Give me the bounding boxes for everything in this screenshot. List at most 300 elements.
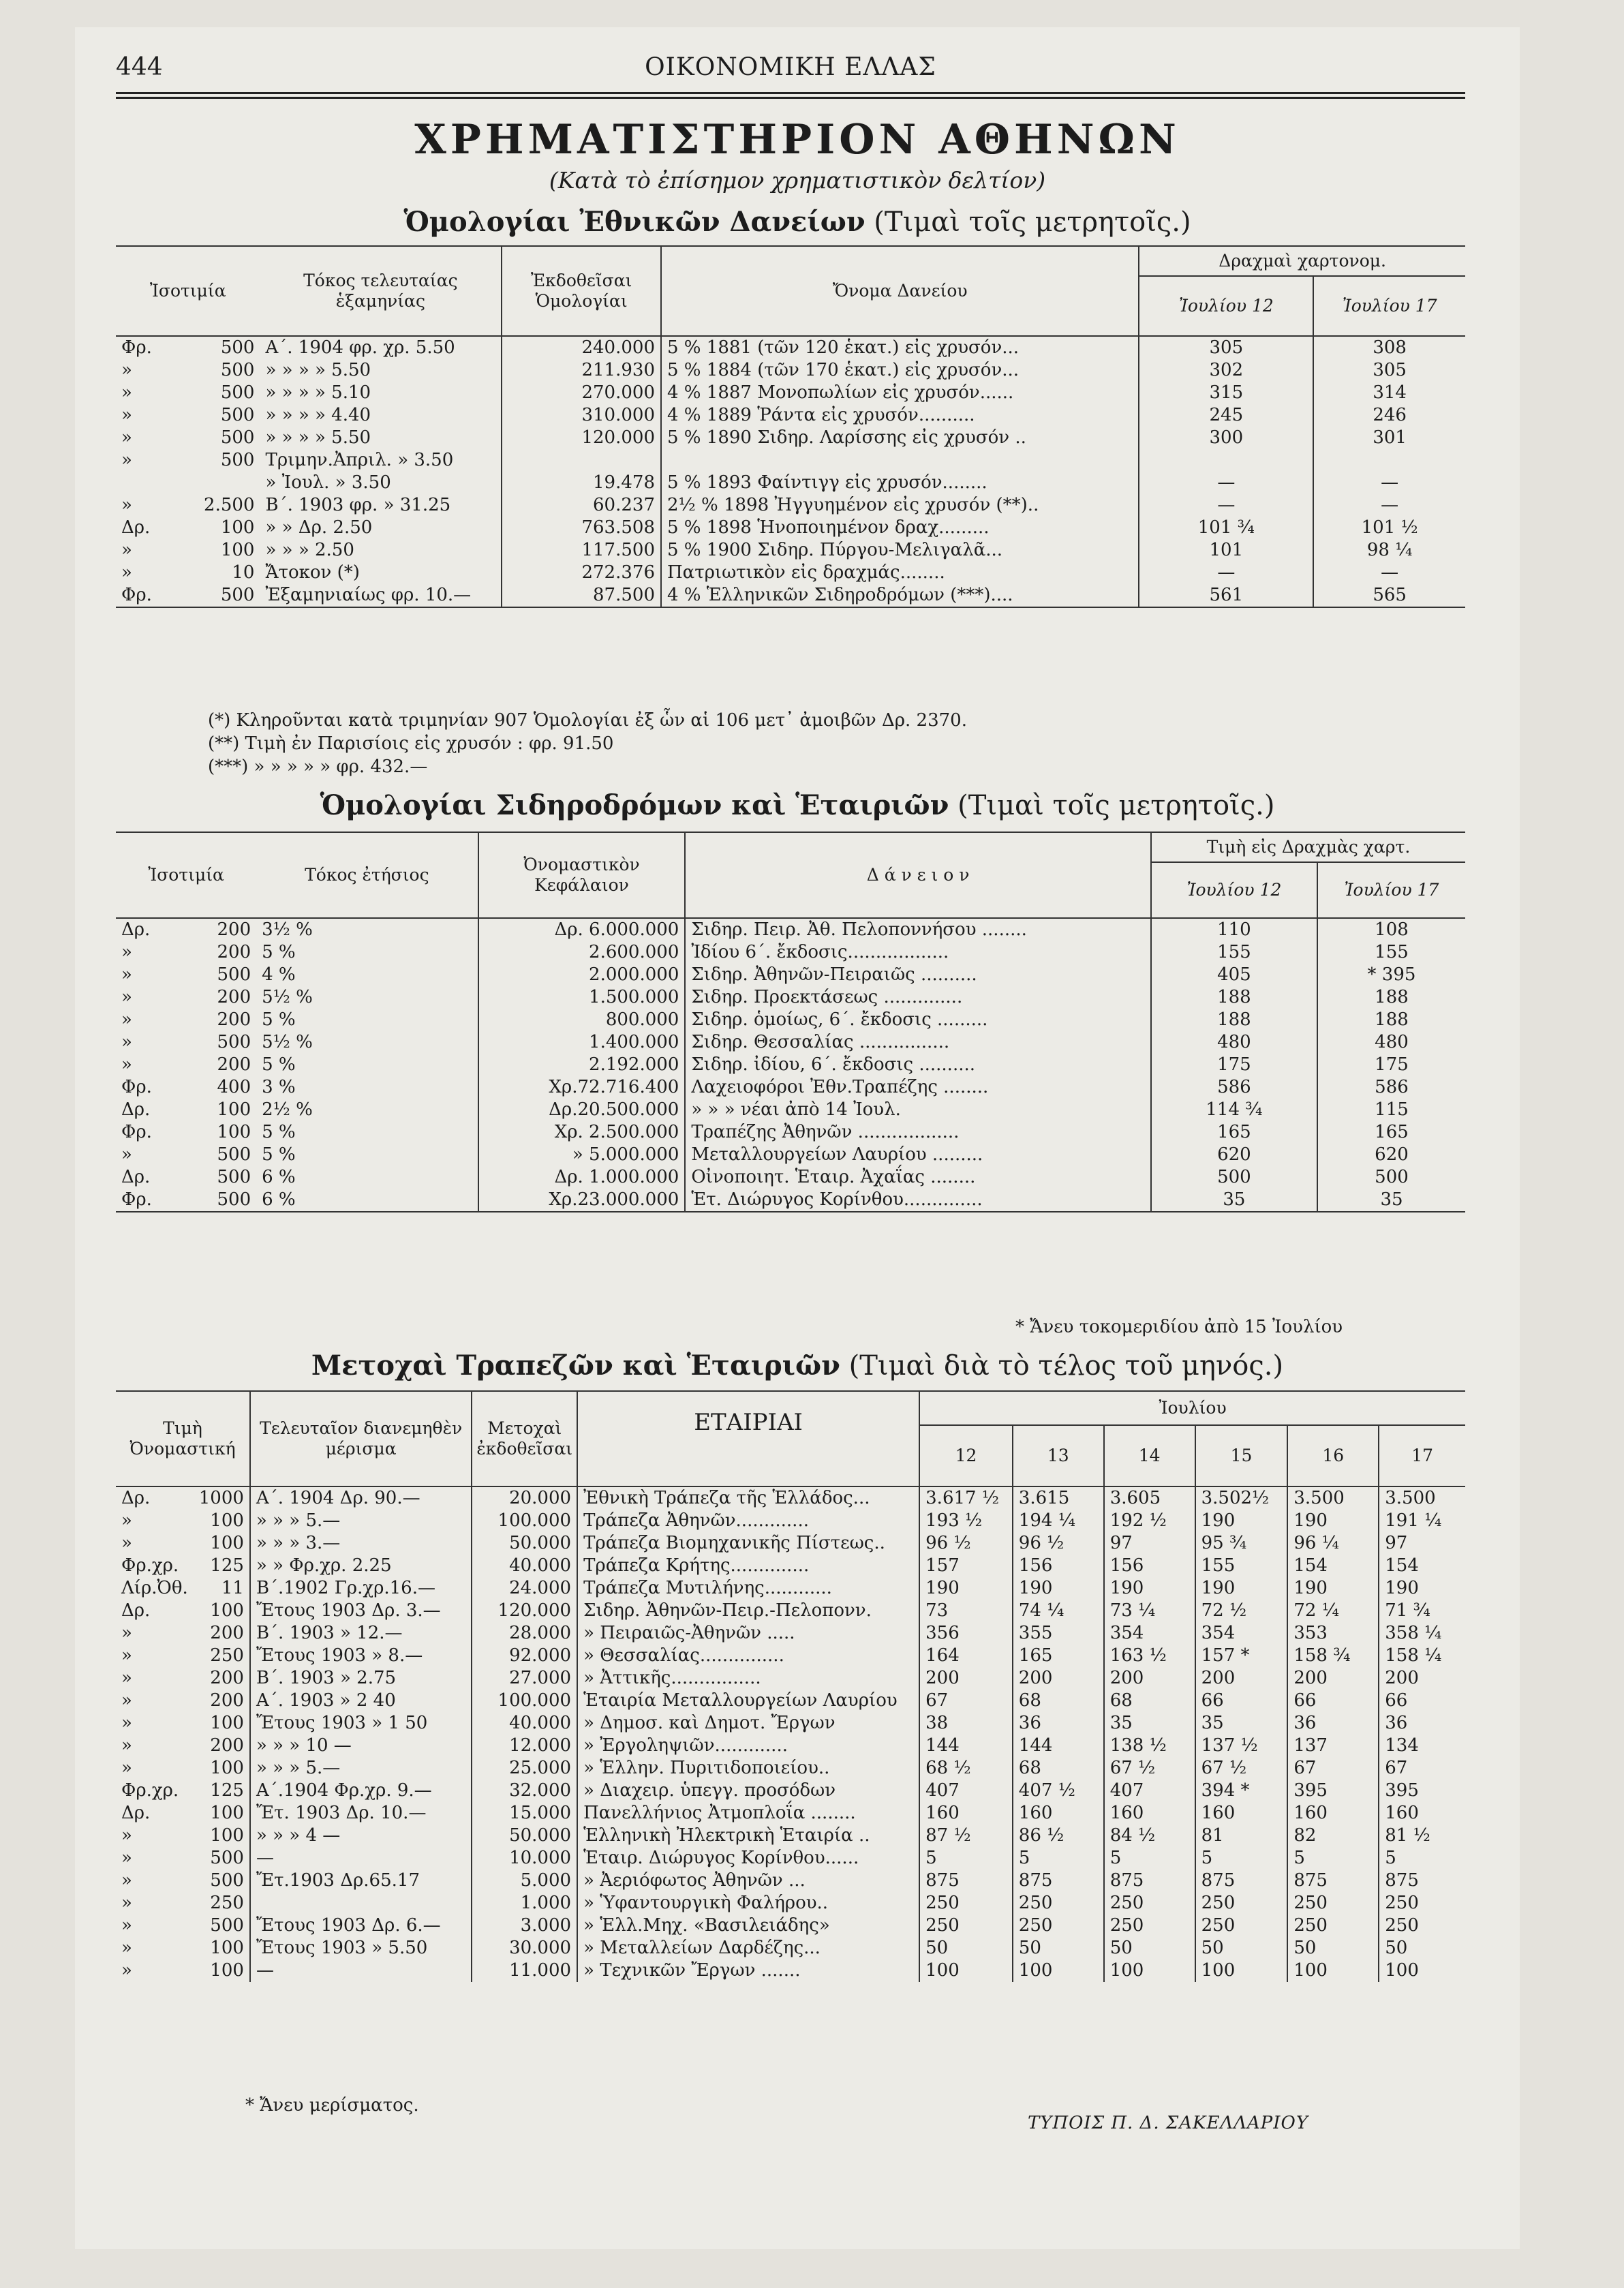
par-value-cell: 500 [220, 585, 255, 605]
table-row [116, 986, 1465, 1009]
col-isotimia: Ἰσοτιμία [116, 246, 260, 336]
price-day-14-cell: 67 ½ [1104, 1757, 1195, 1780]
price-july-17-cell: 308 [1313, 336, 1465, 359]
currency-cell: Δρ. [121, 1803, 151, 1823]
par-value-cell: 500 [220, 337, 255, 358]
price-day-16-cell: 190 [1287, 1510, 1379, 1532]
section1-note-3: (***) » » » » » φρ. 432.— [208, 757, 428, 777]
capital-cell: » 5.000.000 [478, 1144, 686, 1166]
dividend-cell: Ἔτ. 1903 Δρ. 10.— [250, 1802, 472, 1825]
currency-cell: » [121, 427, 132, 448]
capital-cell: Χρ.23.000.000 [478, 1189, 686, 1212]
price-day-14-cell: 138 ½ [1104, 1735, 1195, 1757]
dividend-cell: Ἔτους 1903 Δρ. 3.— [250, 1600, 472, 1622]
price-july-17-cell: 155 [1317, 941, 1465, 964]
table-row [116, 1054, 1465, 1076]
issued-cell: 270.000 [502, 382, 661, 404]
shares-cell: 27.000 [472, 1667, 577, 1690]
price-july-17-cell: 188 [1317, 1009, 1465, 1031]
section1-note-1: (*) Κληροῦνται κατὰ τριμηνίαν 907 Ὁμολογίαι ἐξ ὧν αἱ 106 μετ᾽ ἀμοιβῶν Δρ. 2370. [208, 710, 967, 731]
dividend-cell: » » » 3.— [250, 1532, 472, 1555]
table-row [116, 1166, 1465, 1189]
price-day-14-cell: 250 [1104, 1915, 1195, 1937]
nominal-cell: 500 [210, 1870, 244, 1891]
nominal-cell: 100 [210, 1758, 244, 1778]
section1-title [75, 206, 1520, 238]
dividend-cell: » » Φρ.χρ. 2.25 [250, 1555, 472, 1577]
loan-cell: Σιδηρ. Προεκτάσεως .............. [685, 986, 1151, 1009]
table-row [116, 1847, 1465, 1870]
par-value-cell: 2.500 [204, 495, 255, 515]
price-day-16-cell: 200 [1287, 1667, 1379, 1690]
par-value-cell: 10 [232, 562, 255, 583]
table-row [116, 1937, 1465, 1959]
col-july-17: Ἰουλίου 17 [1317, 862, 1465, 918]
nominal-cell: 125 [210, 1780, 244, 1801]
col-tokos: Τόκος ἐτήσιος [256, 832, 478, 918]
table-row [116, 404, 1465, 427]
company-cell: » Διαχειρ. ὑπεγγ. προσόδων [577, 1780, 919, 1802]
nominal-cell: 200 [210, 1690, 244, 1711]
price-july-12-cell: 101 ¾ [1139, 517, 1313, 539]
interest-cell: » » » » 4.40 [265, 405, 371, 425]
price-day-13-cell: 36 [1013, 1712, 1104, 1735]
price-day-13-cell: 407 ½ [1013, 1780, 1104, 1802]
price-day-14-cell: 354 [1104, 1622, 1195, 1645]
company-cell: Τράπεζα Βιομηχανικῆς Πίστεως.. [577, 1532, 919, 1555]
price-day-13-cell: 875 [1013, 1870, 1104, 1892]
price-july-17-cell: 500 [1317, 1166, 1465, 1189]
capital-cell: 1.500.000 [478, 986, 686, 1009]
dividend-cell: Ἔτους 1903 » 8.— [250, 1645, 472, 1667]
par-value-cell: 200 [217, 942, 251, 962]
price-day-17-cell: 71 ¾ [1379, 1600, 1465, 1622]
price-july-12-cell: 101 [1139, 539, 1313, 562]
currency-cell: » [121, 1645, 132, 1666]
price-day-13-cell: 165 [1013, 1645, 1104, 1667]
col-day-12: 12 [919, 1425, 1013, 1486]
currency-cell [116, 472, 165, 494]
currency-cell: Δρ. [121, 1099, 151, 1120]
table-row [116, 1915, 1465, 1937]
interest-cell: 2½ % [262, 1099, 313, 1120]
nominal-cell: 11 [221, 1578, 244, 1598]
section3-title [75, 1349, 1520, 1382]
price-day-15-cell: 72 ½ [1195, 1600, 1288, 1622]
par-value-cell: 100 [220, 540, 255, 560]
price-day-17-cell: 100 [1379, 1959, 1465, 1982]
price-day-14-cell: 250 [1104, 1892, 1195, 1915]
price-day-16-cell: 82 [1287, 1825, 1379, 1847]
price-day-17-cell: 5 [1379, 1847, 1465, 1870]
currency-cell: » [121, 1623, 132, 1643]
currency-cell: » [121, 1825, 132, 1846]
price-day-13-cell: 250 [1013, 1915, 1104, 1937]
capital-cell: Δρ. 1.000.000 [478, 1166, 686, 1189]
par-value-cell: 500 [217, 1144, 251, 1165]
interest-cell: Β΄. 1903 φρ. » 31.25 [265, 495, 451, 515]
table-row [116, 1577, 1465, 1600]
price-july-17-cell: — [1313, 562, 1465, 584]
col-shares: Μετοχαὶ ἐκδοθεῖσαι [472, 1391, 577, 1486]
capital-cell: 1.400.000 [478, 1031, 686, 1054]
price-day-16-cell: 875 [1287, 1870, 1379, 1892]
price-july-17-cell: 165 [1317, 1121, 1465, 1144]
currency-cell: » [121, 1735, 132, 1756]
shares-cell: 3.000 [472, 1915, 577, 1937]
price-day-17-cell: 875 [1379, 1870, 1465, 1892]
section2-note: * Ἄνευ τοκομεριδίου ἀπὸ 15 Ἰουλίου [1015, 1317, 1343, 1337]
price-day-12-cell: 250 [919, 1892, 1013, 1915]
company-cell: » Ἐργοληψιῶν............. [577, 1735, 919, 1757]
interest-cell: Τριμην.Ἀπριλ. » 3.50 [265, 450, 454, 470]
interest-cell: Α΄. 1904 φρ. χρ. 5.50 [265, 337, 455, 358]
currency-cell: » [121, 1054, 132, 1075]
issued-cell: 211.930 [502, 359, 661, 382]
price-day-14-cell: 407 [1104, 1780, 1195, 1802]
interest-cell: » » » » 5.50 [265, 360, 371, 380]
price-july-12-cell: 165 [1151, 1121, 1317, 1144]
railway-bonds-table [116, 832, 1465, 1212]
interest-cell: 5 % [262, 1122, 296, 1142]
dividend-cell: Β΄. 1903 » 2.75 [250, 1667, 472, 1690]
col-july-12: Ἰουλίου 12 [1139, 276, 1313, 336]
interest-cell: 5 % [262, 942, 296, 962]
price-day-12-cell: 67 [919, 1690, 1013, 1712]
journal-title: ΟΙΚΟΝΟΜΙΚΗ ΕΛΛΑΣ [645, 53, 936, 81]
price-day-13-cell: 250 [1013, 1892, 1104, 1915]
table-row [116, 1622, 1465, 1645]
dividend-cell: Α΄. 1904 Δρ. 90.— [250, 1486, 472, 1510]
dividend-cell: Ἔτους 1903 Δρ. 6.— [250, 1915, 472, 1937]
price-day-12-cell: 3.617 ½ [919, 1486, 1013, 1510]
shares-cell: 100.000 [472, 1510, 577, 1532]
price-july-17-cell: 480 [1317, 1031, 1465, 1054]
shares-cell: 50.000 [472, 1532, 577, 1555]
table-row [116, 449, 1465, 472]
price-day-17-cell: 358 ¼ [1379, 1622, 1465, 1645]
section3-title-bold: Μετοχαὶ Τραπεζῶν καὶ Ἑταιριῶν [311, 1349, 840, 1382]
table-row [116, 1076, 1465, 1099]
price-day-15-cell: 157 * [1195, 1645, 1288, 1667]
loan-name-cell: 4 % 1887 Μονοπωλίων εἰς χρυσόν...... [661, 382, 1139, 404]
issued-cell: 60.237 [502, 494, 661, 517]
price-day-12-cell: 356 [919, 1622, 1013, 1645]
company-cell: Ἐθνικὴ Τράπεζα τῆς Ἑλλάδος... [577, 1486, 919, 1510]
price-day-15-cell: 155 [1195, 1555, 1288, 1577]
currency-cell: » [121, 405, 132, 425]
currency-cell: Δρ. [121, 517, 151, 538]
capital-cell: 2.600.000 [478, 941, 686, 964]
price-day-17-cell: 160 [1379, 1802, 1465, 1825]
table-row [116, 584, 1465, 607]
currency-cell: » [121, 964, 132, 985]
price-july-17-cell: 108 [1317, 918, 1465, 941]
price-day-14-cell: 192 ½ [1104, 1510, 1195, 1532]
dividend-cell: Α΄.1904 Φρ.χρ. 9.— [250, 1780, 472, 1802]
price-day-16-cell: 67 [1287, 1757, 1379, 1780]
price-day-13-cell: 68 [1013, 1757, 1104, 1780]
par-value-cell: 500 [217, 964, 251, 985]
currency-cell: Δρ. [121, 919, 151, 940]
issued-cell: 272.376 [502, 562, 661, 584]
nominal-cell: 100 [210, 1960, 244, 1981]
price-day-14-cell: 97 [1104, 1532, 1195, 1555]
section3-note: * Ἄνευ μερίσματος. [245, 2095, 419, 2116]
page [75, 27, 1520, 2249]
nominal-cell: 500 [210, 1848, 244, 1868]
price-day-17-cell: 81 ½ [1379, 1825, 1465, 1847]
price-day-15-cell: 50 [1195, 1937, 1288, 1959]
price-day-14-cell: 163 ½ [1104, 1645, 1195, 1667]
company-cell: » Δημοσ. καὶ Δημοτ. Ἔργων [577, 1712, 919, 1735]
company-cell: » Τεχνικῶν Ἔργων ....... [577, 1959, 919, 1982]
table-row [116, 517, 1465, 539]
interest-cell: » » » 2.50 [265, 540, 354, 560]
loan-cell: Μεταλλουργείων Λαυρίου ......... [685, 1144, 1151, 1166]
capital-cell: 2.192.000 [478, 1054, 686, 1076]
price-july-17-cell: 175 [1317, 1054, 1465, 1076]
par-value-cell: 200 [217, 987, 251, 1007]
interest-cell: 4 % [262, 964, 296, 985]
price-july-12-cell: 245 [1139, 404, 1313, 427]
capital-cell: Χρ. 2.500.000 [478, 1121, 686, 1144]
table-row [116, 1735, 1465, 1757]
table-row [116, 1690, 1465, 1712]
price-day-12-cell: 164 [919, 1645, 1013, 1667]
price-day-13-cell: 144 [1013, 1735, 1104, 1757]
price-day-17-cell: 200 [1379, 1667, 1465, 1690]
section2-title-rest: (Τιμαὶ τοῖς μετρητοῖς.) [957, 790, 1275, 821]
nominal-cell: 100 [210, 1510, 244, 1531]
loan-cell: Ἰδίου 6΄. ἔκδοσις.................. [685, 941, 1151, 964]
price-day-15-cell: 95 ¾ [1195, 1532, 1288, 1555]
dividend-cell: Ἔτους 1903 » 5.50 [250, 1937, 472, 1959]
par-value-cell: 100 [217, 1099, 251, 1120]
price-day-16-cell: 154 [1287, 1555, 1379, 1577]
table-row [116, 1532, 1465, 1555]
col-issued: Ἐκδοθεῖσαι Ὁμολογίαι [502, 246, 661, 336]
price-day-12-cell: 190 [919, 1577, 1013, 1600]
price-day-12-cell: 68 ½ [919, 1757, 1013, 1780]
price-day-13-cell: 160 [1013, 1802, 1104, 1825]
currency-cell: Φρ. [121, 1189, 152, 1210]
price-day-15-cell: 250 [1195, 1892, 1288, 1915]
price-day-17-cell: 250 [1379, 1892, 1465, 1915]
company-cell: » Ἑλλ.Μηχ. «Βασιλειάδης» [577, 1915, 919, 1937]
interest-cell: Ἄτοκον (*) [265, 562, 360, 583]
loan-name-cell [661, 449, 1139, 472]
price-day-15-cell: 190 [1195, 1510, 1288, 1532]
price-day-16-cell: 160 [1287, 1802, 1379, 1825]
table-row [116, 1189, 1465, 1212]
par-value-cell: 500 [217, 1032, 251, 1052]
price-day-16-cell: 353 [1287, 1622, 1379, 1645]
price-day-15-cell: 394 * [1195, 1780, 1288, 1802]
col-isotimia: Ἰσοτιμία [116, 832, 256, 918]
table-row [116, 1555, 1465, 1577]
table-row [116, 1757, 1465, 1780]
table-row [116, 1600, 1465, 1622]
price-day-17-cell: 395 [1379, 1780, 1465, 1802]
section1-title-rest: (Τιμαὶ τοῖς μετρητοῖς.) [874, 207, 1191, 238]
price-july-12-cell: 114 ¾ [1151, 1099, 1317, 1121]
currency-cell: » [121, 1668, 132, 1688]
nominal-cell: 100 [210, 1713, 244, 1733]
price-day-12-cell: 87 ½ [919, 1825, 1013, 1847]
nominal-cell: 100 [210, 1600, 244, 1621]
price-day-17-cell: 250 [1379, 1915, 1465, 1937]
price-day-14-cell: 5 [1104, 1847, 1195, 1870]
shares-cell: 11.000 [472, 1959, 577, 1982]
subtitle: (Κατὰ τὸ ἐπίσημον χρηματιστικὸν δελτίον) [549, 167, 1046, 194]
section2-title [75, 789, 1520, 821]
price-day-12-cell: 160 [919, 1802, 1013, 1825]
price-july-12-cell: 561 [1139, 584, 1313, 607]
company-cell: Τράπεζα Ἀθηνῶν............. [577, 1510, 919, 1532]
dividend-cell: Ἔτους 1903 » 1 50 [250, 1712, 472, 1735]
loan-cell: Λαχειοφόροι Ἐθν.Τραπέζης ........ [685, 1076, 1151, 1099]
price-day-15-cell: 137 ½ [1195, 1735, 1288, 1757]
price-day-12-cell: 144 [919, 1735, 1013, 1757]
currency-cell: Δρ. [121, 1600, 151, 1621]
table-row [116, 336, 1465, 359]
running-header [116, 48, 1465, 89]
capital-cell: Χρ.72.716.400 [478, 1076, 686, 1099]
col-loan: Δ ά ν ε ι ο ν [685, 832, 1151, 918]
company-cell: » Ἀεριόφωτος Ἀθηνῶν ... [577, 1870, 919, 1892]
col-companies: ΕΤΑΙΡΙΑΙ [577, 1391, 919, 1486]
dividend-cell [250, 1892, 472, 1915]
capital-cell: 2.000.000 [478, 964, 686, 986]
price-july-17-cell: 565 [1313, 584, 1465, 607]
price-day-14-cell: 68 [1104, 1690, 1195, 1712]
interest-cell: » » » » 5.10 [265, 382, 371, 403]
nominal-cell: 250 [210, 1645, 244, 1666]
price-day-12-cell: 50 [919, 1937, 1013, 1959]
table-row [116, 1802, 1465, 1825]
shares-cell: 120.000 [472, 1600, 577, 1622]
price-day-16-cell: 100 [1287, 1959, 1379, 1982]
currency-cell: » [121, 1713, 132, 1733]
loan-cell: Σιδηρ. Θεσσαλίας ................ [685, 1031, 1151, 1054]
shares-cell: 5.000 [472, 1870, 577, 1892]
price-day-17-cell: 190 [1379, 1577, 1465, 1600]
currency-cell: Φρ.χρ. [121, 1555, 179, 1576]
price-day-15-cell: 81 [1195, 1825, 1288, 1847]
price-day-17-cell: 67 [1379, 1757, 1465, 1780]
price-day-14-cell: 160 [1104, 1802, 1195, 1825]
price-july-17-cell: 115 [1317, 1099, 1465, 1121]
currency-cell: » [121, 1144, 132, 1165]
loan-name-cell: 5 % 1890 Σιδηρ. Λαρίσσης εἰς χρυσόν .. [661, 427, 1139, 449]
interest-cell: 5 % [262, 1054, 296, 1075]
price-day-16-cell: 158 ¾ [1287, 1645, 1379, 1667]
price-day-16-cell: 137 [1287, 1735, 1379, 1757]
shares-cell: 24.000 [472, 1577, 577, 1600]
price-day-12-cell: 875 [919, 1870, 1013, 1892]
shares-table [116, 1390, 1465, 1982]
dividend-cell: — [250, 1959, 472, 1982]
par-value-cell: 500 [220, 450, 255, 470]
price-july-17-cell: 101 ½ [1313, 517, 1465, 539]
price-day-16-cell: 5 [1287, 1847, 1379, 1870]
currency-cell: » [121, 1009, 132, 1030]
currency-cell: » [121, 1870, 132, 1891]
header-rule-2 [116, 97, 1465, 99]
page-number: 444 [116, 53, 163, 81]
section1-note-2: (**) Τιμὴ ἐν Παρισίοις εἰς χρυσόν : φρ. 91.50 [208, 733, 614, 754]
col-group-price: Τιμὴ εἰς Δραχμὰς χαρτ. [1151, 832, 1465, 862]
currency-cell: Δρ. [121, 1488, 151, 1508]
currency-cell: Φρ. [121, 337, 152, 358]
price-july-17-cell: 305 [1313, 359, 1465, 382]
dividend-cell: Β΄.1902 Γρ.χρ.16.— [250, 1577, 472, 1600]
par-value-cell: 500 [217, 1189, 251, 1210]
price-july-12-cell: 302 [1139, 359, 1313, 382]
company-cell: Πανελλήνιος Ἀτμοπλοΐα ........ [577, 1802, 919, 1825]
par-value-cell: 200 [217, 1009, 251, 1030]
currency-cell: » [121, 1848, 132, 1868]
table-row [116, 494, 1465, 517]
price-day-15-cell: 100 [1195, 1959, 1288, 1982]
price-july-12-cell: 300 [1139, 427, 1313, 449]
nominal-cell: 500 [210, 1915, 244, 1936]
price-day-13-cell: 68 [1013, 1690, 1104, 1712]
section2-title-bold: Ὁμολογίαι Σιδηροδρόμων καὶ Ἑταιριῶν [320, 789, 949, 821]
printer-imprint: ΤΥΠΟΙΣ Π. Δ. ΣΑΚΕΛΛΑΡΙΟΥ [1027, 2113, 1308, 2133]
currency-cell: Φρ.χρ. [121, 1780, 179, 1801]
company-cell: » Ἀττικῆς................ [577, 1667, 919, 1690]
price-day-14-cell: 35 [1104, 1712, 1195, 1735]
price-day-15-cell: 875 [1195, 1870, 1288, 1892]
price-day-13-cell: 50 [1013, 1937, 1104, 1959]
table-row [116, 1144, 1465, 1166]
price-july-17-cell: 586 [1317, 1076, 1465, 1099]
loan-cell: » » » νέαι ἀπὸ 14 Ἰουλ. [685, 1099, 1151, 1121]
currency-cell: Λίρ.Ὀθ. [121, 1578, 188, 1598]
table-row [116, 1892, 1465, 1915]
price-day-17-cell: 191 ¼ [1379, 1510, 1465, 1532]
shares-cell: 40.000 [472, 1712, 577, 1735]
nominal-cell: 125 [210, 1555, 244, 1576]
currency-cell: » [121, 1915, 132, 1936]
price-day-17-cell: 134 [1379, 1735, 1465, 1757]
price-july-17-cell: 620 [1317, 1144, 1465, 1166]
table-row [116, 1667, 1465, 1690]
price-day-13-cell: 200 [1013, 1667, 1104, 1690]
price-july-17-cell: 246 [1313, 404, 1465, 427]
price-day-12-cell: 96 ½ [919, 1532, 1013, 1555]
interest-cell: Ἐξαμηνιαίως φρ. 10.— [265, 585, 472, 605]
col-group-drachmas: Δραχμαὶ χαρτονομ. [1139, 246, 1465, 276]
price-day-16-cell: 72 ¼ [1287, 1600, 1379, 1622]
price-day-13-cell: 96 ½ [1013, 1532, 1104, 1555]
price-day-16-cell: 395 [1287, 1780, 1379, 1802]
currency-cell: Δρ. [121, 1167, 151, 1187]
col-day-15: 15 [1195, 1425, 1288, 1486]
table-row [116, 539, 1465, 562]
loan-name-cell: Πατριωτικὸν εἰς δραχμάς........ [661, 562, 1139, 584]
company-cell: Τράπεζα Κρήτης.............. [577, 1555, 919, 1577]
table-row [116, 1031, 1465, 1054]
par-value-cell: 100 [220, 517, 255, 538]
company-cell: » Ἑλλην. Πυριτιδοποιείου.. [577, 1757, 919, 1780]
price-july-17-cell: 98 ¼ [1313, 539, 1465, 562]
issued-cell: 120.000 [502, 427, 661, 449]
loan-cell: Οἰνοποιητ. Ἑταιρ. Ἀχαΐας ........ [685, 1166, 1151, 1189]
currency-cell: » [121, 1690, 132, 1711]
